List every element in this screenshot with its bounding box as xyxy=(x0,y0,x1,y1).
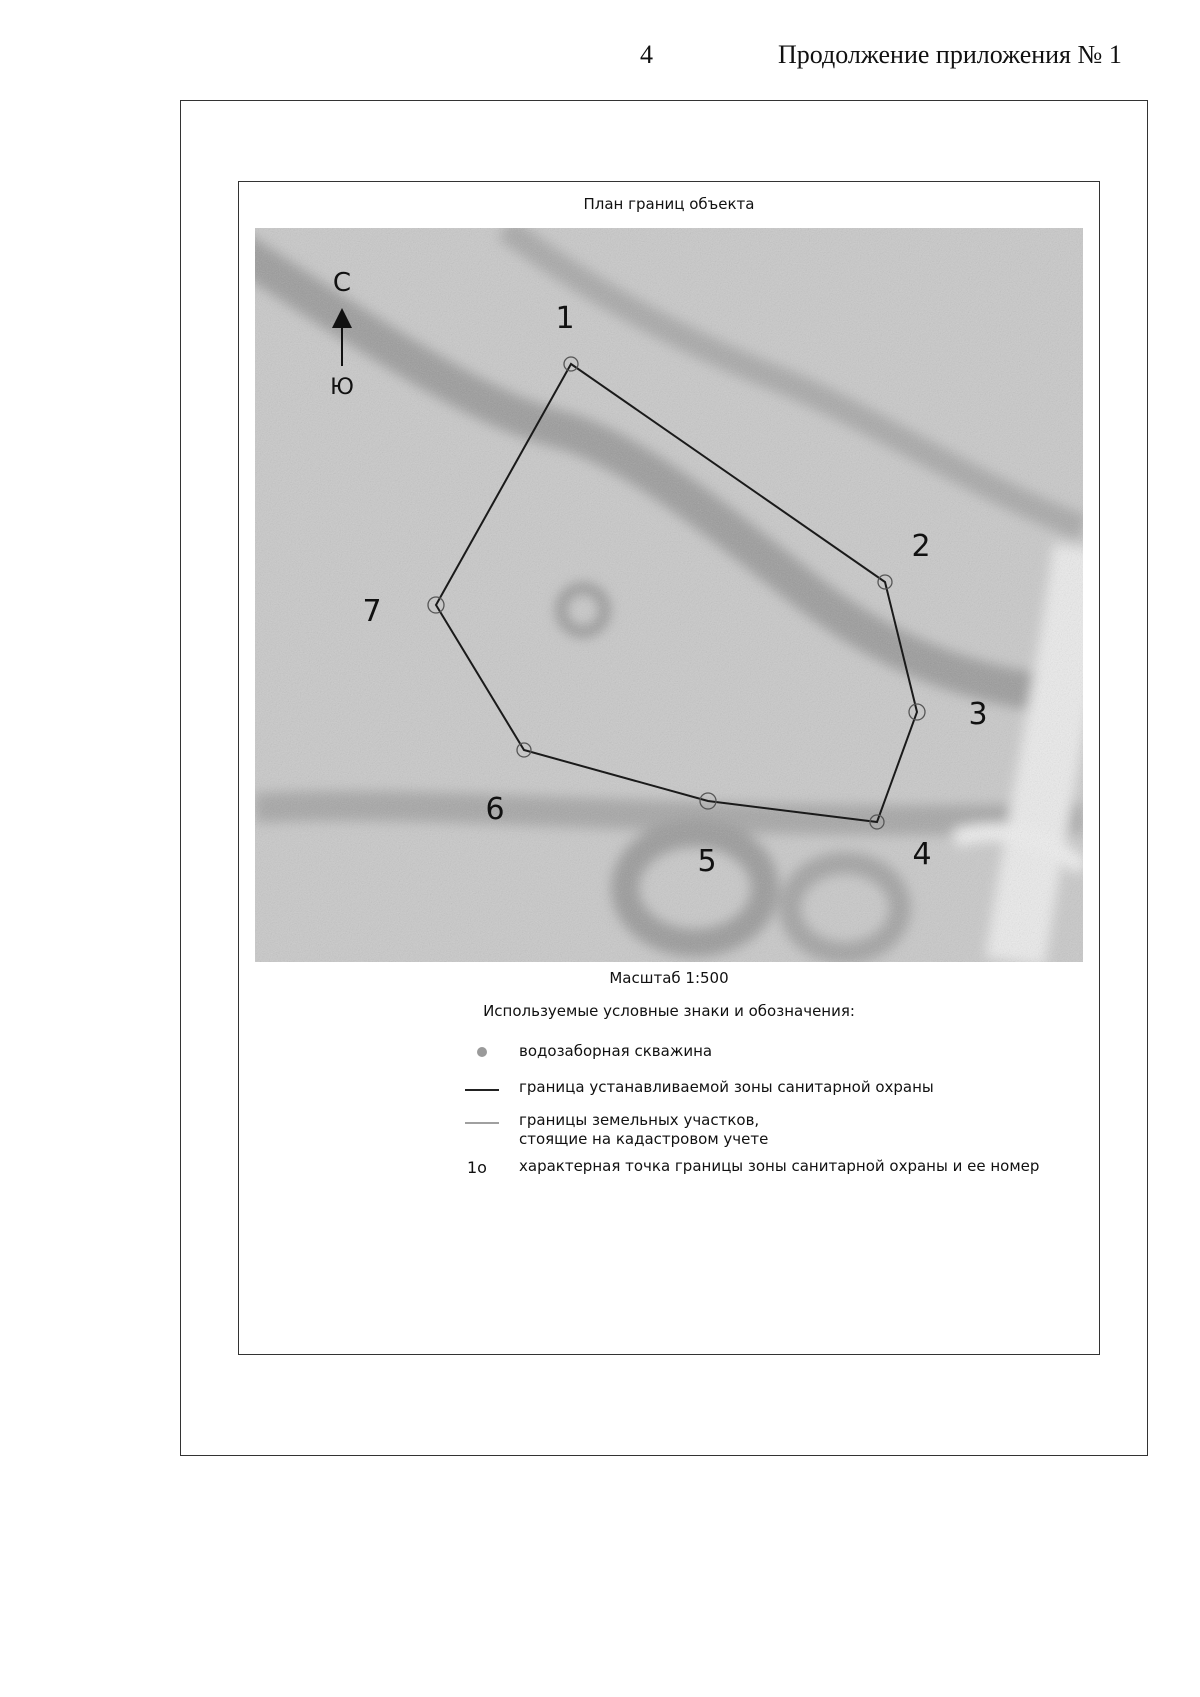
gray-line-icon xyxy=(465,1122,499,1124)
vertex-label-6: 6 xyxy=(485,792,505,827)
vertex-label-3: 3 xyxy=(968,697,988,732)
compass-north-label: С xyxy=(332,268,352,298)
page-number: 4 xyxy=(640,40,653,69)
legend-text: границы земельных участков, xyxy=(519,1111,760,1129)
plan-title: План границ объекта xyxy=(583,195,755,213)
legend-text-continued: стоящие на кадастровом учете xyxy=(519,1130,769,1148)
vertex-number-symbol: 1о xyxy=(467,1158,487,1177)
map-scale: Масштаб 1:500 xyxy=(609,969,729,987)
legend-title: Используемые условные знаки и обозначения: xyxy=(483,1002,855,1020)
legend-item-parcel-boundary xyxy=(455,1111,1095,1151)
vertex-label-5: 5 xyxy=(697,844,717,879)
boundary-map xyxy=(255,228,1083,962)
legend-item-well xyxy=(455,1042,1095,1082)
vertex-label-1: 1 xyxy=(555,301,575,336)
legend-text: граница устанавливаемой зоны санитарной охраны xyxy=(519,1078,934,1096)
legend-text: водозаборная скважина xyxy=(519,1042,713,1060)
vertex-label-7: 7 xyxy=(362,594,382,629)
water-well-icon xyxy=(477,1047,487,1057)
legend-item-vertex xyxy=(455,1157,1095,1197)
compass-south-label: Ю xyxy=(330,375,354,400)
header-title: Продолжение приложения № 1 xyxy=(778,40,1122,69)
dark-line-icon xyxy=(465,1089,499,1091)
vertex-label-4: 4 xyxy=(912,837,932,872)
legend-text: характерная точка границы зоны санитарной охраны и ее номер xyxy=(519,1157,1040,1175)
vertex-label-2: 2 xyxy=(911,529,931,564)
